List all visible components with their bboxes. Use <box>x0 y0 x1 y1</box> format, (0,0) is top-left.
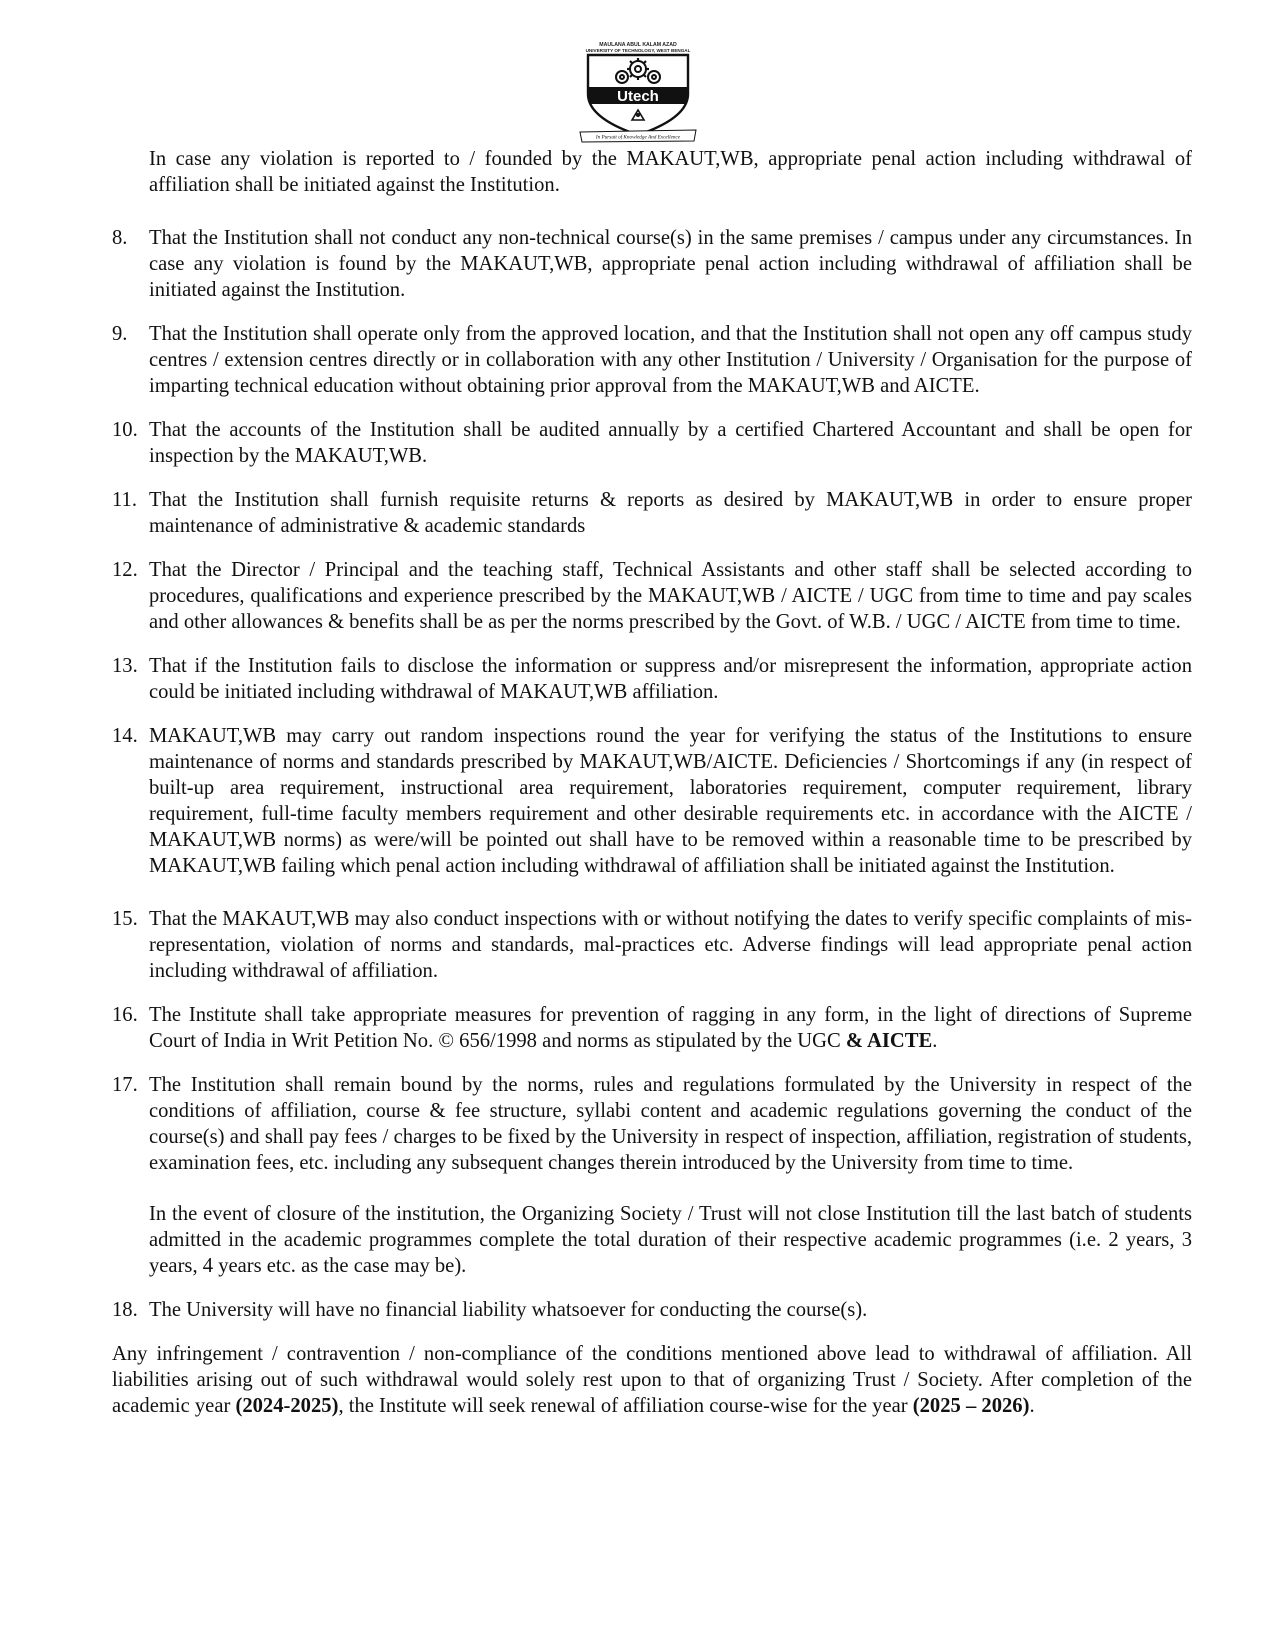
item-number: 11. <box>112 489 137 511</box>
document-body <box>112 146 1192 1419</box>
svg-text:Utech: Utech <box>617 88 659 105</box>
list-item <box>112 1072 1192 1279</box>
list-item <box>112 417 1192 469</box>
item-text: That the Institution shall furnish requisite returns & reports as desired by MAKAUT,WB in order to ensure proper maintenance of administrative & academic standards <box>149 489 1192 537</box>
closing-paragraph <box>112 1341 1192 1419</box>
item-text-end: . <box>932 1030 938 1052</box>
intro-paragraph: In case any violation is reported to / founded by the MAKAUT,WB, appropriate penal action including withdrawal of affiliation shall be initiated against the Institution. <box>149 148 1192 196</box>
item-text: That the MAKAUT,WB may also conduct inspections with or without notifying the dates to verify specific complaints of mis-representation, violation of norms and standards, mal-practices etc. Adverse findings will lead appropriate penal action including withdrawal of affiliation. <box>149 908 1192 982</box>
item-text <box>149 1002 1192 1054</box>
item-number: 14. <box>112 725 138 747</box>
item-text-main: The Institute shall take appropriate measures for prevention of ragging in any form, in the light of directions of Supreme Court of India in Writ Petition No. © 656/1998 and norms as stipulated by the UGC <box>149 1004 1192 1052</box>
item-number: 12. <box>112 559 138 581</box>
list-item <box>112 321 1192 399</box>
svg-text:In Pursuit of Knowledge And Ex: In Pursuit of Knowledge And Excellence <box>595 134 681 141</box>
svg-text:MAULANA ABUL KALAM AZAD: MAULANA ABUL KALAM AZAD <box>599 42 677 48</box>
list-item <box>112 225 1192 303</box>
item-number: 8. <box>112 227 128 249</box>
item-number: 10. <box>112 419 138 441</box>
list-item <box>112 723 1192 879</box>
closing-text: Any infringement / contravention / non-compliance of the conditions mentioned above lead to withdrawal of affiliation. All liabilities arising out of such withdrawal would solely rest upon to that of organizing Trust / Society. After completion of the academic year <box>112 1343 1192 1417</box>
svg-text:UNIVERSITY OF TECHNOLOGY, WEST: UNIVERSITY OF TECHNOLOGY, WEST BENGAL <box>585 48 691 53</box>
item-text: MAKAUT,WB may carry out random inspections round the year for verifying the status of the Institutions to ensure maintenance of norms and standards prescribed by MAKAUT,WB/AICTE. Deficiencies / Shortcomings if any (in respect of built-up area requirement, instructional area requirement, laboratories requirement, computer requirement, library requirement, full-time faculty members requirement and other desirable requirements etc. in accordance with the AICTE / MAKAUT,WB norms) as were/will be pointed out shall have to be removed within a reasonable time to be prescribed by MAKAUT,WB failing which penal action including withdrawal of affiliation shall be initiated against the Institution. <box>149 725 1192 877</box>
item-text: That the Institution shall operate only from the approved location, and that the Institution shall not open any off campus study centres / extension centres directly or in collaboration with any other Institution / University / Organisation for the purpose of imparting technical education without obtaining prior approval from the MAKAUT,WB and AICTE. <box>149 323 1192 397</box>
list-item <box>112 906 1192 984</box>
item-number: 16. <box>112 1004 138 1026</box>
item-text: That the Institution shall not conduct any non-technical course(s) in the same premises / campus under any circumstances. In case any violation is found by the MAKAUT,WB, appropriate penal action including withdrawal of affiliation shall be initiated against the Institution. <box>149 227 1192 301</box>
item-number: 18. <box>112 1299 138 1321</box>
item-text-bold: & AICTE <box>845 1030 933 1052</box>
item-text: That the Director / Principal and the teaching staff, Technical Assistants and other staff shall be selected according to procedures, qualifications and experience prescribed by the MAKAUT,WB / AICTE / UGC from time to time and pay scales and other allowances & benefits shall be as per the norms prescribed by the Govt. of W.B. / UGC / AICTE from time to time. <box>149 559 1192 633</box>
closing-text-mid: , the Institute will seek renewal of affiliation course-wise for the year <box>338 1395 913 1417</box>
list-item <box>112 1002 1192 1054</box>
list-item <box>112 557 1192 635</box>
university-logo <box>574 40 702 144</box>
closing-text-end: . <box>1029 1395 1035 1417</box>
academic-year-next: (2025 – 2026) <box>912 1395 1030 1417</box>
item-number: 15. <box>112 908 138 930</box>
item-body <box>149 1072 1192 1279</box>
academic-year-current: (2024-2025) <box>235 1395 339 1417</box>
item-text: The University will have no financial liability whatsoever for conducting the course(s). <box>149 1299 868 1321</box>
item-number: 9. <box>112 323 128 345</box>
item-text: The Institution shall remain bound by the norms, rules and regulations formulated by the University in respect of the conditions of affiliation, course & fee structure, syllabi content and academic regulations governing the conduct of the course(s) and shall pay fees / charges to be fixed by the University in respect of inspection, affiliation, registration of students, examination fees, etc. including any subsequent changes therein introduced by the University from time to time. <box>149 1074 1192 1174</box>
list-item <box>112 487 1192 539</box>
item-text: That the accounts of the Institution shall be audited annually by a certified Chartered Accountant and shall be open for inspection by the MAKAUT,WB. <box>149 419 1192 467</box>
item-number: 17. <box>112 1074 138 1096</box>
item-text: That if the Institution fails to disclose the information or suppress and/or misrepresent the information, appropriate action could be initiated including withdrawal of MAKAUT,WB affiliation. <box>149 655 1192 703</box>
item-number: 13. <box>112 655 138 677</box>
item-subparagraph: In the event of closure of the institution, the Organizing Society / Trust will not close Institution till the last batch of students admitted in the academic programmes complete the total duration of their respective academic programmes (i.e. 2 years, 3 years, 4 years etc. as the case may be). <box>149 1203 1192 1277</box>
list-item <box>112 1297 1192 1323</box>
list-item <box>112 653 1192 705</box>
